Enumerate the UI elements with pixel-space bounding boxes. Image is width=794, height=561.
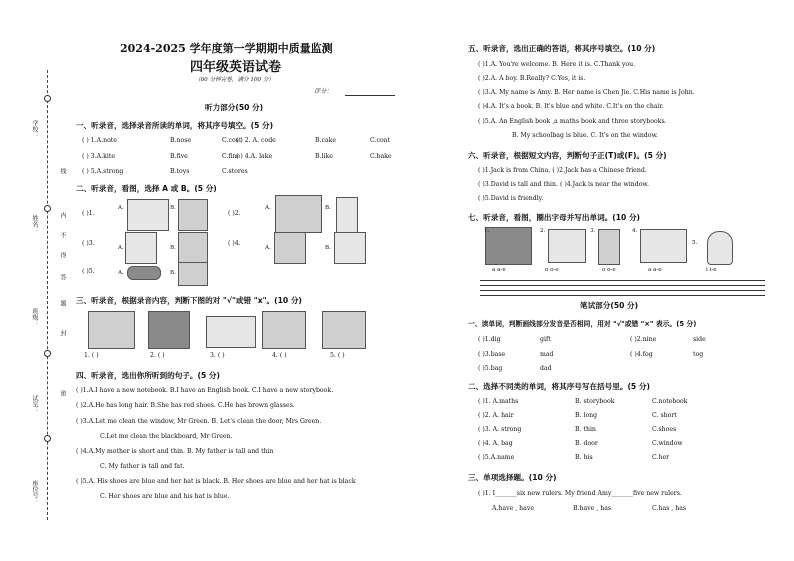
s4-line: ( )5.A. His shoes are blue and her hat is black. B. Her shoes are blue and her hat is black xyxy=(76,478,356,485)
w1-item: ( )3.base xyxy=(478,351,506,358)
s2-picture xyxy=(127,266,161,280)
s2-picture xyxy=(336,197,358,233)
s4-line: ( )4.A.My mother is short and thin. B. My father is tall and thin xyxy=(76,448,274,455)
w3-option: C.has , has xyxy=(652,505,687,512)
s7-picture xyxy=(598,229,620,265)
score-blank[interactable] xyxy=(345,95,395,96)
s1-option: C.stores xyxy=(222,168,248,175)
s2-picture xyxy=(178,199,208,231)
margin-seat-label: 座位号： xyxy=(31,480,38,504)
s1-option: ( ) 4.A. lake xyxy=(236,153,273,160)
fold-char: 得 xyxy=(59,252,66,258)
s6-line: ( )1.Jack is from China. ( )2.Jack has a Chinese friend. xyxy=(478,167,647,174)
s7-choice[interactable]: a a-e xyxy=(648,267,662,273)
s2-a: A. xyxy=(265,205,271,211)
s4-line: ( )3.A.Let me clean the window, Mr Green. B. Let's clean the door, Mrs Green. xyxy=(76,418,322,425)
s3-picture xyxy=(322,311,366,349)
w2-item: ( )4. A. bag xyxy=(478,440,513,447)
binding-dashed-line xyxy=(47,70,48,520)
s5-line: ( )1.A. You're welcome. B. Here it is. C.Thank you. xyxy=(478,61,636,68)
s7-picture xyxy=(485,227,532,265)
s6-line: ( )5.David is friendly. xyxy=(478,195,544,202)
w2-item: B. his xyxy=(575,454,593,461)
s2-a: A. xyxy=(265,245,271,251)
s2-item: ( )3. xyxy=(82,240,95,247)
w2-item: C.window xyxy=(652,440,683,447)
section-2-title: 二、听录音，看图，选择 A 或 B。(5 分) xyxy=(76,184,217,193)
fold-char: 密 xyxy=(59,390,66,396)
listening-part-title: 听力部分(50 分) xyxy=(205,103,264,112)
s2-a: A. xyxy=(118,205,124,211)
w1-item: mad xyxy=(540,351,554,358)
s3-picture xyxy=(262,311,306,349)
s7-picture xyxy=(707,231,733,265)
s7-num: 1. xyxy=(484,228,490,234)
w1-item: gift xyxy=(540,336,551,343)
w2-item: ( )3. A. strong xyxy=(478,426,522,433)
s7-choice[interactable]: a a-e xyxy=(492,267,506,273)
w1-item: tog xyxy=(693,351,704,358)
s2-picture xyxy=(127,199,169,231)
w3-option: B.have , has xyxy=(573,505,612,512)
section-6-title: 六、听录音，根据短文内容，判断句子正(T)或(F)。(5 分) xyxy=(468,151,667,160)
writing-line xyxy=(480,290,765,291)
fold-char: 题 xyxy=(59,300,66,306)
s5-line: ( )2.A. A boy. B.Really? C.Yes, it is. xyxy=(478,75,586,82)
margin-room-label: 试室： xyxy=(31,395,38,413)
s1-option: ( ) 2. A. code xyxy=(236,137,276,144)
exam-title: 2024-2025 学年度第一学期期中质量监测 xyxy=(120,42,333,55)
margin-class-label: 班级： xyxy=(31,308,38,326)
s3-picture xyxy=(148,311,190,349)
s5-line: B. My schoolbag is blue. C. It's on the window. xyxy=(512,132,659,139)
w1-item: ( )1.dig xyxy=(478,336,501,343)
s3-item: 4. ( ) xyxy=(272,352,287,359)
writing-line xyxy=(480,295,765,296)
s2-b: B. xyxy=(170,270,176,276)
margin-name-label: 姓名： xyxy=(31,215,38,233)
s7-num: 3. xyxy=(590,228,596,234)
s3-picture xyxy=(88,311,135,349)
s2-b: B. xyxy=(170,245,176,251)
binding-hole xyxy=(44,435,51,442)
written-part-title: 笔试部分(50 分) xyxy=(580,301,639,310)
s1-option: ( ) 3.A.kite xyxy=(82,153,115,160)
s3-picture xyxy=(206,316,256,348)
fold-char: 不 xyxy=(59,232,66,238)
section-3-title: 三、听录音，根据录音内容，判断下图的对 "√"或错 "x"。(10 分) xyxy=(76,296,302,305)
w2-item: C.shoes xyxy=(652,426,677,433)
s2-a: A. xyxy=(118,270,124,276)
s7-picture xyxy=(548,229,586,263)
s2-picture xyxy=(275,195,322,233)
s3-item: 2. ( ) xyxy=(150,352,165,359)
w2-item: ( )2. A. hair xyxy=(478,412,514,419)
s4-line: ( )1.A.I have a new notebook. B.I have an English book. C.I have a new storybook. xyxy=(76,387,334,394)
s2-a: A. xyxy=(118,245,124,251)
s5-line: ( )3.A. My name is Amy. B. Her name is Chen Jie. C.His name is John. xyxy=(478,89,695,96)
written-section-1-title: 一、读单词，判断画线部分发音是否相同，用对 "√"或错 "×" 表示。(5 分) xyxy=(468,320,697,328)
binding-hole xyxy=(44,205,51,212)
binding-hole xyxy=(44,95,51,102)
w2-item: C. short xyxy=(652,412,677,419)
exam-note: （60 分钟完卷，满分 100 分） xyxy=(195,77,275,83)
s1-option: B.five xyxy=(170,153,188,160)
s2-picture xyxy=(274,232,306,264)
w1-item: ( )2.nine xyxy=(630,336,657,343)
w2-item: B. door xyxy=(575,440,598,447)
s7-num: 5. xyxy=(692,240,698,246)
s7-choice[interactable]: i i-e xyxy=(706,267,717,273)
exam-subtitle: 四年级英语试卷 xyxy=(190,60,282,75)
s2-b: B. xyxy=(325,205,331,211)
s1-option: C.fine xyxy=(222,153,241,160)
s1-option: C.cost xyxy=(222,137,242,144)
s6-line: ( )3.David is tall and thin. ( )4.Jack is near the window. xyxy=(478,181,649,188)
fold-char: 内 xyxy=(59,212,66,218)
s2-b: B. xyxy=(325,245,331,251)
s2-item: ( )1. xyxy=(82,210,95,217)
fold-char: 封 xyxy=(59,330,66,336)
w3-question: ( )1. I_______six new rulers. My friend Amy_______five new rulers. xyxy=(478,490,682,497)
writing-line xyxy=(480,280,765,281)
section-5-title: 五、听录音，选出正确的答语，将其序号填空。(10 分) xyxy=(468,44,656,53)
s5-line: ( )5.A. An English book ,a maths book and three storybooks. xyxy=(478,118,667,125)
w3-option: A.have , have xyxy=(492,505,534,512)
s1-option: B.cake xyxy=(315,137,337,144)
s2-item: ( )4. xyxy=(228,240,241,247)
s5-line: ( )4.A. It's a book. B. It's blue and white. C.It's on the chair. xyxy=(478,103,664,110)
w2-item: B. thin xyxy=(575,426,596,433)
binding-hole xyxy=(44,350,51,357)
s4-line: C.Let me clean the blackboard, Mr Green. xyxy=(100,433,233,440)
s4-line: C. Her shoes are blue and his hat is blue. xyxy=(100,493,230,500)
s2-picture xyxy=(178,232,208,264)
s3-item: 5. ( ) xyxy=(330,352,345,359)
written-section-2-title: 二、选择不同类的单词，将其序号写在括号里。(5 分) xyxy=(468,382,650,391)
s1-option: ( ) 5.A.strong xyxy=(82,168,124,175)
s4-line: ( )2.A.He has long hair. B.She has red shoes. C.He has brown glasses. xyxy=(76,402,295,409)
s2-item: ( )2. xyxy=(228,210,241,217)
s7-num: 4. xyxy=(632,228,638,234)
s1-option: B.nose xyxy=(170,137,192,144)
s7-num: 2. xyxy=(540,228,546,234)
w2-item: ( )5.A.name xyxy=(478,454,515,461)
section-7-title: 七、听录音，看图，圈出字母并写出单词。(10 分) xyxy=(468,213,641,222)
fold-char: 线 xyxy=(59,168,66,174)
s7-choice[interactable]: o o-e xyxy=(602,267,616,273)
s2-picture xyxy=(334,232,366,264)
w1-item: ( )5.bag xyxy=(478,365,503,372)
writing-line xyxy=(480,285,765,286)
w2-item: C.notebook xyxy=(652,398,688,405)
w1-item: dad xyxy=(540,365,552,372)
s1-option: B.toys xyxy=(170,168,190,175)
w2-item: B. long xyxy=(575,412,598,419)
w1-item: ( )4.fog xyxy=(630,351,653,358)
s4-line: C. My father is tall and fat. xyxy=(100,463,185,470)
s1-option: ( ) 1.A.note xyxy=(82,137,117,144)
s7-choice[interactable]: o o-e xyxy=(545,267,559,273)
s2-picture xyxy=(125,232,157,264)
s2-b: B. xyxy=(170,205,176,211)
fold-char: 答 xyxy=(59,274,66,280)
w1-item: side xyxy=(693,336,706,343)
margin-school-label: 学校： xyxy=(31,120,38,138)
s2-item: ( )5. xyxy=(82,268,95,275)
s1-option: C.bake xyxy=(370,153,392,160)
s7-picture xyxy=(640,229,687,263)
w2-item: C.her xyxy=(652,454,670,461)
section-4-title: 四、听录音，选出你所听到的句子。(5 分) xyxy=(76,371,220,380)
w2-item: ( )1. A.maths xyxy=(478,398,519,405)
s1-option: B.like xyxy=(315,153,333,160)
s3-item: 1. ( ) xyxy=(84,352,99,359)
w2-item: B. storybook xyxy=(575,398,615,405)
score-label: 评分： xyxy=(314,88,333,95)
written-section-3-title: 三、单项选择题。(10 分) xyxy=(468,473,557,482)
s1-option: C.coat xyxy=(370,137,390,144)
section-1-title: 一、听录音，选择录音所读的单词，将其序号填空。(5 分) xyxy=(76,121,274,130)
s3-item: 3. ( ) xyxy=(210,352,225,359)
s2-picture xyxy=(178,262,208,286)
